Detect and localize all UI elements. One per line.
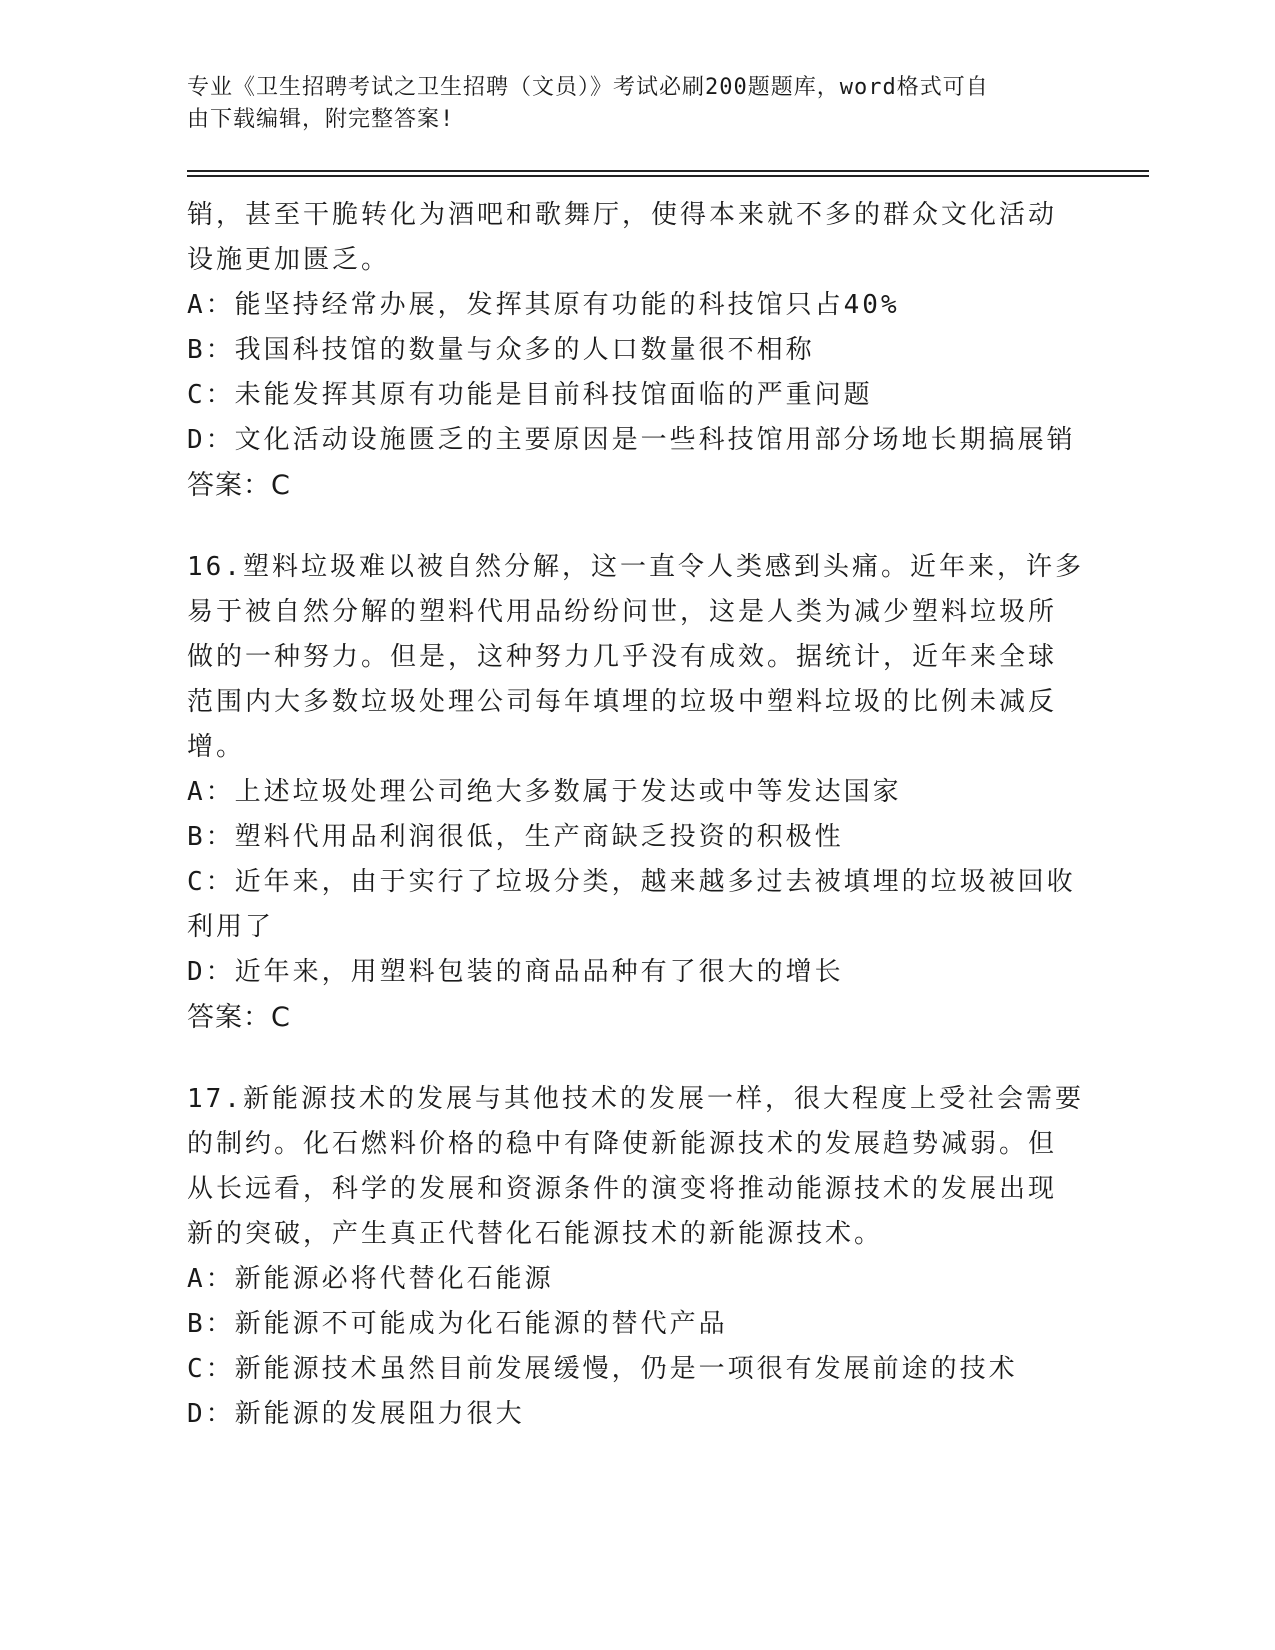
option-b: B：塑料代用品利润很低，生产商缺乏投资的积极性 — [187, 822, 844, 852]
question-17 — [187, 1077, 1087, 1437]
option-a: A：能坚持经常办展，发挥其原有功能的科技馆只占40% — [187, 290, 900, 320]
stem-line: 增。 — [187, 732, 246, 762]
option-a: A：新能源必将代替化石能源 — [187, 1264, 554, 1294]
header-line-2: 由下载编辑，附完整答案! — [187, 107, 455, 132]
option-a: A：上述垃圾处理公司绝大多数属于发达或中等发达国家 — [187, 777, 902, 807]
option-c-continued: 利用了 — [187, 912, 275, 942]
stem-line: 销，甚至干脆转化为酒吧和歌舞厅，使得本来就不多的群众文化活动 — [187, 200, 1058, 230]
option-c: C：近年来，由于实行了垃圾分类，越来越多过去被填埋的垃圾被回收 — [187, 867, 1076, 897]
stem-line: 易于被自然分解的塑料代用品纷纷问世，这是人类为减少塑料垃圾所 — [187, 597, 1058, 627]
stem-line: 做的一种努力。但是，这种努力几乎没有成效。据统计，近年来全球 — [187, 642, 1058, 672]
option-d: D：新能源的发展阻力很大 — [187, 1399, 525, 1429]
stem-line: 17.新能源技术的发展与其他技术的发展一样，很大程度上受社会需要 — [187, 1084, 1084, 1114]
stem-line: 16.塑料垃圾难以被自然分解，这一直令人类感到头痛。近年来，许多 — [187, 552, 1084, 582]
question-16 — [187, 545, 1087, 1041]
stem-line: 的制约。化石燃料价格的稳中有降使新能源技术的发展趋势减弱。但 — [187, 1129, 1058, 1159]
stem-line: 新的突破，产生真正代替化石能源技术的新能源技术。 — [187, 1219, 884, 1249]
option-d: D：文化活动设施匮乏的主要原因是一些科技馆用部分场地长期搞展销 — [187, 425, 1076, 455]
question-content — [187, 193, 1087, 1437]
option-b: B：我国科技馆的数量与众多的人口数量很不相称 — [187, 335, 815, 365]
option-c: C：未能发挥其原有功能是目前科技馆面临的严重问题 — [187, 380, 873, 410]
header-rule-top — [187, 170, 1149, 172]
header-line-1: 专业《卫生招聘考试之卫生招聘（文员）》考试必刷200题题库，word格式可自 — [187, 75, 989, 100]
header-rule-bottom — [187, 175, 1149, 177]
answer: 答案：C — [187, 470, 291, 501]
answer: 答案：C — [187, 1002, 291, 1033]
question-15-tail — [187, 193, 1087, 509]
stem-line: 从长远看，科学的发展和资源条件的演变将推动能源技术的发展出现 — [187, 1174, 1058, 1204]
option-d: D：近年来，用塑料包装的商品品种有了很大的增长 — [187, 957, 844, 987]
document-header — [187, 72, 1067, 136]
stem-line: 设施更加匮乏。 — [187, 245, 391, 275]
stem-line: 范围内大多数垃圾处理公司每年填埋的垃圾中塑料垃圾的比例未减反 — [187, 687, 1058, 717]
option-c: C：新能源技术虽然目前发展缓慢，仍是一项很有发展前途的技术 — [187, 1354, 1018, 1384]
option-b: B：新能源不可能成为化石能源的替代产品 — [187, 1309, 728, 1339]
